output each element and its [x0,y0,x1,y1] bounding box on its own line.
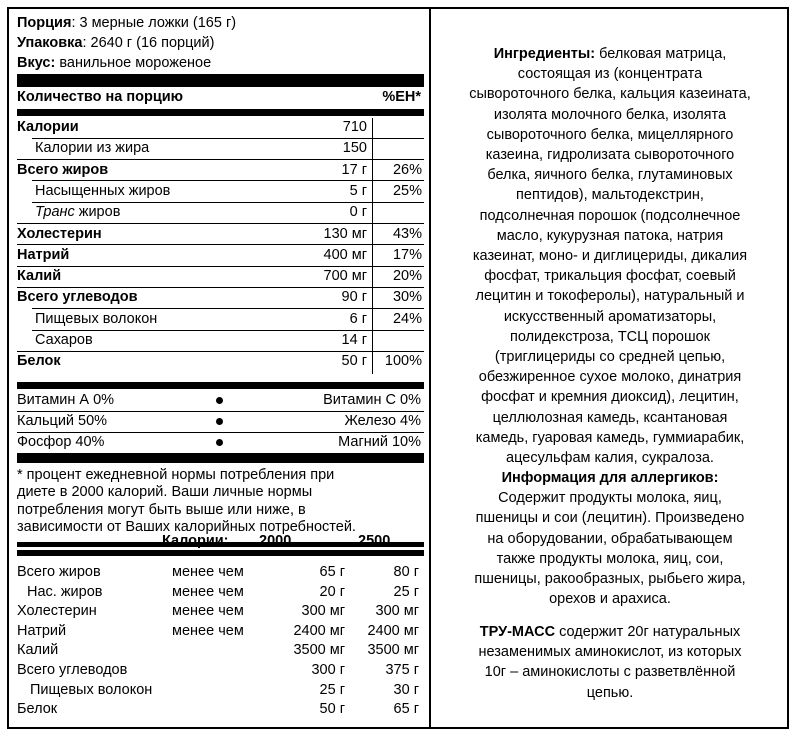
ingredients-text: изолята молочного белка, изолята [493,106,727,123]
footnote-line: потребления могут быть выше или ниже, в [17,501,306,518]
col-2500: 2500 [358,533,391,549]
ingredients-line [445,367,775,387]
nutrient-name: Сахаров [35,332,93,348]
ingredients-text: (триглицериды со средней цепью, [494,349,726,366]
ingredients-line [445,246,775,266]
allergy-line: пшеницы и сои (лецитин). Произведено [475,510,745,527]
ingredients-text: состоящая из (концентрата [517,66,703,83]
vitamin-left: Кальций 50% [17,413,108,429]
nutrient-row [17,352,424,370]
flavor-label: Вкус: [17,55,56,71]
ingredients-line [445,347,775,367]
bullet-icon [216,439,223,446]
ingredients-line [445,44,775,64]
vitamin-row [17,412,424,430]
daily-row [17,602,424,620]
ingredients-text: ацесульфам калия, сукралоза. [506,450,714,467]
ingredients-line [445,387,775,407]
nutrient-name [35,203,120,221]
daily-value-2500: 80 г [393,564,419,580]
nutrient-name: Всего жиров [17,161,109,178]
trumass-line [445,662,775,682]
ingredients-line [445,408,775,428]
daily-row [17,681,424,699]
amount-per-serving-label: Количество на порцию [17,89,184,105]
nutrient-dv: 30% [392,289,422,306]
daily-value-2000: 65 г [319,564,345,580]
flavor [17,54,424,72]
ingredients-text: лецитин и токоферолы), натуральный и [475,288,745,305]
nutrient-amount: 5 г [349,182,367,199]
daily-qualifier: менее чем [172,564,244,580]
ingredients-line [445,105,775,125]
daily-value-2500: 2400 мг [367,622,419,639]
nutrient-row [17,246,424,264]
daily-value-2500: 30 г [393,681,419,698]
daily-name: Калий [17,642,59,659]
ingredients-line [445,84,775,104]
nutrient-row [17,161,424,179]
ingredients-text: казеинат, моно- и диглицериды, дикалия [472,248,748,265]
nutrient-name-rest: жиров [74,204,121,221]
nutrient-name: Калий [17,268,62,285]
nutrient-row [17,139,424,157]
vitamin-right: Магний 10% [338,434,421,450]
vitamin-row [17,391,424,409]
vitamin-right: Витамин С 0% [323,392,421,408]
footnote-line: зависимости от Ваших калорийных потребностей. [17,518,356,535]
daily-value-2500: 300 мг [375,603,419,620]
ingredients-line [445,206,775,226]
daily-name: Пищевых волокон [30,681,153,698]
nutrient-amount: 17 г [341,161,367,178]
daily-value-2000: 50 г [319,701,345,718]
trumass-text: содержит 20г натуральных [555,624,741,640]
ingredients-line [445,307,775,327]
ingredients-line [445,165,775,185]
nutrient-dv: 24% [392,310,422,327]
nutrient-name: Калории [17,119,79,135]
ingredients-text: сывороточного белка, кальция казеината, [469,86,751,103]
daily-value-2000: 20 г [319,583,345,600]
daily-row [17,700,424,718]
daily-name: Белок [17,701,58,718]
serving-label: Порция [17,15,72,31]
daily-value-2500: 25 г [393,583,419,600]
daily-value-2000: 300 мг [301,603,345,620]
nutrient-amount: 50 г [341,353,367,370]
daily-name: Нас. жиров [27,583,103,600]
ingredients-text: подсолнечная порошок (подсолнечное [479,207,741,224]
nutrient-name-italic: Транс [35,204,75,221]
ingredients-text: фосфат и кремния диоксид), лецитин, [481,389,739,406]
ingredients-line [445,125,775,145]
allergy-line: также продукты молока, яиц, сои, [496,550,724,567]
nutrient-dv: 26% [392,161,422,178]
col-2000: 2000 [259,533,292,549]
daily-qualifier: менее чем [172,583,244,600]
nutrient-amount: 130 мг [323,225,367,242]
ingredients-text: белка, яичного белка, глутаминовых [487,167,733,184]
daily-row [17,563,424,581]
nutrient-amount: 700 мг [323,268,367,285]
trumass-line [445,683,775,703]
trumass-line [445,622,775,642]
package-value: : 2640 г (16 порций) [82,35,215,51]
nutrient-name: Насыщенных жиров [35,182,171,199]
daily-value-2500: 65 г [393,701,419,718]
nutrient-amount: 90 г [341,289,367,306]
package-label: Упаковка [17,35,83,51]
nutrient-row [17,118,424,136]
nutrient-name: Белок [17,353,61,370]
vitamin-left: Фосфор 40% [17,434,105,450]
thick-bar-2 [17,453,424,463]
allergy-title: Информация для аллергиков: [501,470,719,486]
trumass-text: 10г – аминокислоты с разветвлённой [484,664,736,681]
flavor-value: ванильное мороженое [55,55,212,71]
allergy-line: на оборудовании, обрабатывающем [487,530,733,547]
serving-value: : 3 мерные ложки (165 г) [71,15,237,31]
ingredients-text: искусственный ароматизаторы, [503,308,717,325]
daily-row [17,622,424,640]
daily-value-2000: 2400 мг [293,622,345,639]
allergy-block [445,468,775,609]
daily-value-2000: 25 г [319,681,345,698]
trumass-brand: ТРУ-МАСС [479,624,556,640]
nutrient-row [17,182,424,200]
medium-bar [17,109,424,116]
nutrient-amount: 14 г [341,332,367,348]
ingredients-line [445,226,775,246]
thick-bar [17,74,424,87]
daily-name: Всего жиров [17,564,101,580]
ingredients-text: полидекстроза, ТСЦ порошок [510,328,710,345]
nutrient-dv: 17% [392,246,422,263]
bullet-icon [216,397,223,404]
daily-table-header [17,532,424,550]
calories-label: Калории: [162,533,229,549]
nutrient-dv: 43% [392,225,422,242]
trumass-block [445,622,775,703]
nutrient-amount: 400 мг [323,246,367,263]
serving-size [17,14,424,32]
ingredients-text: фосфат, трикальция фосфат, соевый [484,268,736,285]
nutrient-amount: 150 [342,140,367,157]
nutrient-name: Всего углеводов [17,289,138,306]
daily-value-2000: 3500 мг [293,642,345,659]
daily-name: Всего углеводов [17,662,128,678]
nutrient-name: Натрий [17,246,70,263]
daily-row [17,661,424,679]
nutrient-dv: 20% [392,268,422,285]
ingredients-text: целлюлозная камедь, ксантановая [492,409,728,426]
nutrient-name: Пищевых волокон [35,310,158,327]
ingredients-line [445,145,775,165]
allergy-line: орехов и арахиса. [549,591,671,608]
daily-qualifier: менее чем [172,603,244,620]
daily-row [17,641,424,659]
daily-value-2000: 300 г [311,662,345,678]
trumass-line [445,642,775,662]
vitamin-row [17,433,424,451]
daily-name: Натрий [17,622,67,639]
footnote-line: диете в 2000 калорий. Ваши личные нормы [17,484,313,501]
ingredients-text: казеина, гидролизата сывороточного [485,147,735,164]
nutrient-row [17,225,424,243]
ingredients-line [445,286,775,306]
ingredients-line [445,428,775,448]
ingredients-text: обезжиренное сухое молоко, динатрия [478,369,742,386]
daily-name: Холестерин [17,603,97,620]
nutrient-name: Холестерин [17,225,102,242]
footnote-line: * процент ежедневной нормы потребления при [17,467,335,483]
nutrient-amount: 710 [342,119,367,135]
bullet-icon [216,418,223,425]
ingredients-block [445,44,775,468]
facts-header [17,88,424,106]
ingredients-line [445,64,775,84]
nutrient-row [17,331,424,349]
ingredients-line [445,266,775,286]
nutrient-dv: 100% [384,353,422,370]
nutrient-row [17,310,424,328]
daily-value-2500: 3500 мг [367,642,419,659]
nutrient-amount: 0 г [349,204,367,221]
ingredients-text: камедь, гуаровая камедь, гуммиарабик, [475,429,745,446]
ingredients-text: белковая матрица, [595,46,727,62]
vitamin-right: Железо 4% [344,413,421,429]
medium-bar-2 [17,382,424,389]
ingredients-line [445,327,775,347]
trumass-text: незаменимых аминокислот, из которых [478,644,742,661]
column-divider [429,7,431,729]
nutrient-row [17,203,424,221]
nutrient-dv: 25% [392,182,422,199]
ingredients-label: Ингредиенты: [493,46,596,62]
daily-row [17,583,424,601]
ingredients-text: пептидов), мальтодекстрин, [516,187,704,204]
nutrient-row [17,267,424,285]
daily-qualifier: менее чем [172,622,244,639]
dv-separator [372,118,373,374]
daily-table-bar [17,550,424,556]
daily-value-2500: 375 г [385,662,419,678]
ingredients-text: сывороточного белка, мицеллярного [486,126,734,143]
package-size [17,34,424,52]
trumass-text: цепью. [586,684,634,701]
ingredients-line [445,448,775,468]
ingredients-text: масло, кукурузная патока, натрия [496,227,724,244]
nutrient-name: Калории из жира [35,140,150,157]
allergy-line: Содержит продукты молока, яиц, [498,490,722,507]
nutrient-amount: 6 г [349,310,367,327]
vitamin-left: Витамин А 0% [17,392,115,408]
nutrient-row [17,288,424,306]
ingredients-line [445,185,775,205]
allergy-line: пшеницы, ракообразных, рыбьего жира, [474,571,746,588]
dv-header-label: %ЕН* [382,89,421,105]
